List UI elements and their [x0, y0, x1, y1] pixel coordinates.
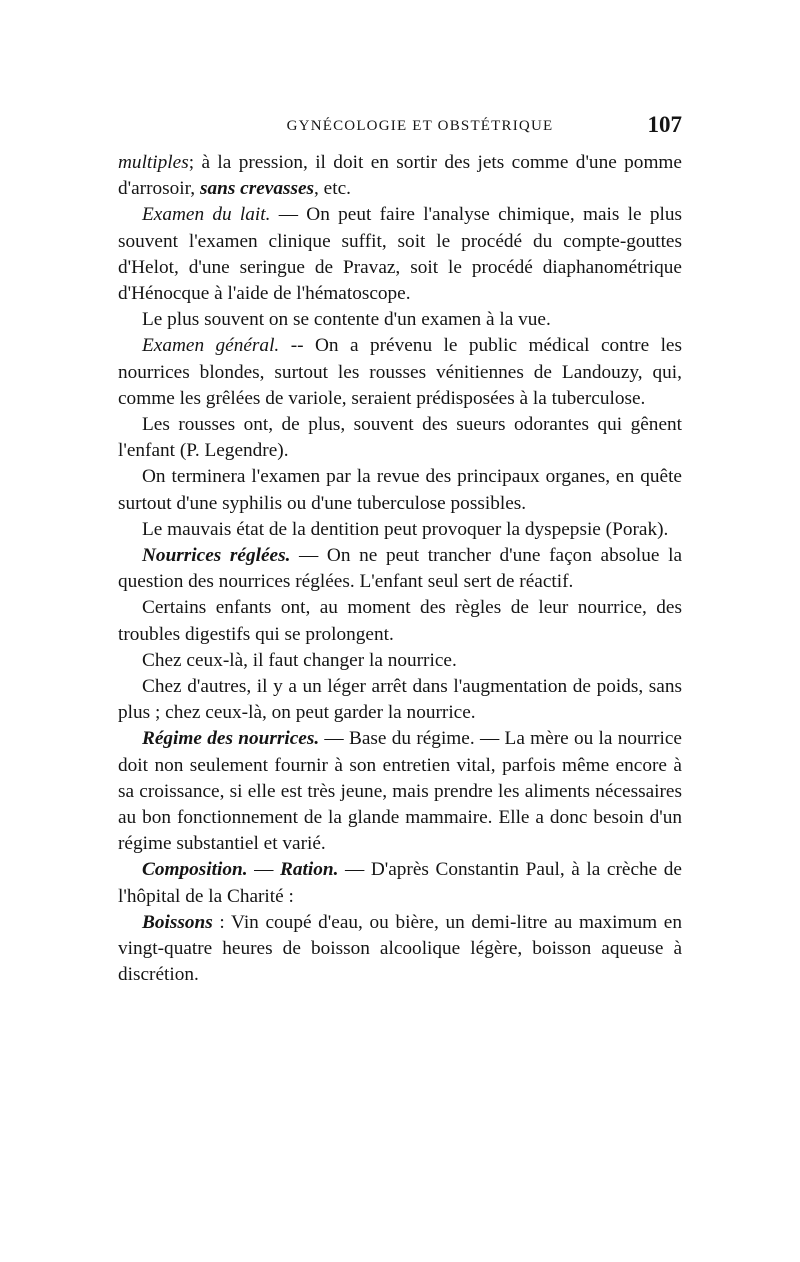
paragraph-text: ; à la pression, il doit en sortir des jets comme d'une pomme d'arrosoir, — [118, 152, 682, 200]
emphasis: multiples — [118, 152, 189, 173]
paragraph-text: — On peut faire l'analyse chimique, mais le plus souvent l'examen clinique suffit, soit le procédé du compte-gouttes d'Helot, d'une seringue de Pravaz, soit le procédé diaphanométrique d'Hénocque à l'aide de l'hématoscope. — [118, 204, 682, 305]
heading-separator: — — [247, 859, 280, 881]
section-heading: Examen général. — [142, 335, 280, 357]
paragraph — [118, 517, 682, 543]
section-heading: Ration. — [279, 859, 339, 881]
paragraph-text: Certains enfants ont, au moment des règles de leur nourrice, des troubles digestifs qui se prolongent. — [118, 597, 682, 645]
paragraph-examen-general — [118, 333, 682, 412]
paragraph-text: -- On a prévenu le public médical contre les nourrices blondes, surtout les rousses vénitiennes de Landouzy, qui, comme les grêlées de variole, seraient prédisposées à la tuberculose. — [118, 335, 682, 409]
paragraph-text: Chez d'autres, il y a un léger arrêt dans l'augmentation de poids, sans plus ; chez ceux-là, on peut garder la nourrice. — [118, 676, 682, 724]
paragraph — [118, 464, 682, 516]
paragraph — [118, 412, 682, 464]
paragraph-text: Chez ceux-là, il faut changer la nourrice. — [142, 649, 457, 671]
section-heading: Examen du lait. — [142, 204, 271, 226]
body-text — [118, 150, 682, 989]
paragraph-regime-des-nourrices — [118, 726, 682, 857]
paragraph-text: Le plus souvent on se contente d'un examen à la vue. — [142, 309, 551, 331]
book-page — [118, 112, 682, 989]
section-heading: Composition. — [142, 859, 248, 881]
paragraph-continuation — [118, 150, 682, 202]
paragraph-text: , etc. — [314, 178, 351, 200]
paragraph-text: : Vin coupé d'eau, ou bière, un demi-litre au maximum en vingt-quatre heures de boisson alcoolique légère, boisson aqueuse à discrétion. — [118, 911, 682, 986]
section-heading: Nourrices réglées. — [142, 545, 291, 567]
paragraph-nourrices-reglees — [118, 543, 682, 595]
paragraph-text: On terminera l'examen par la revue des principaux organes, en quête surtout d'une syphilis ou d'une tuberculose possibles. — [118, 466, 682, 514]
paragraph-boissons — [118, 910, 682, 989]
page-header — [118, 112, 682, 142]
paragraph-text: — On ne peut trancher d'une façon absolue la question des nourrices réglées. L'enfant seul sert de réactif. — [118, 545, 682, 593]
paragraph-composition — [118, 857, 682, 909]
paragraph — [118, 595, 682, 647]
emphasis: sans crevasses — [199, 178, 315, 200]
paragraph — [118, 674, 682, 726]
paragraph-examen-du-lait — [118, 202, 682, 307]
paragraph-text: Le mauvais état de la dentition peut provoquer la dyspepsie (Porak). — [142, 518, 669, 540]
section-heading: Régime des nourrices. — [142, 728, 320, 750]
section-heading: Boissons — [142, 911, 213, 933]
paragraph-text: — Base du régime. — La mère ou la nourrice doit non seulement fournir à son entretien vital, parfois même encore à sa croissance, si elle est très jeune, mais prendre les aliments nécessaires au bon fonctionnement de la glande mammaire. Elle a donc besoin d'un régime substantiel et varié. — [118, 728, 682, 855]
paragraph — [118, 648, 682, 674]
paragraph — [118, 307, 682, 333]
paragraph-text: — D'après Constantin Paul, à la crèche de l'hôpital de la Charité : — [118, 859, 682, 907]
page-number: 107 — [647, 112, 682, 137]
paragraph-text: Les rousses ont, de plus, souvent des sueurs odorantes qui gênent l'enfant (P. Legendre). — [118, 414, 682, 462]
running-title: GYNÉCOLOGIE ET OBSTÉTRIQUE — [286, 118, 554, 134]
